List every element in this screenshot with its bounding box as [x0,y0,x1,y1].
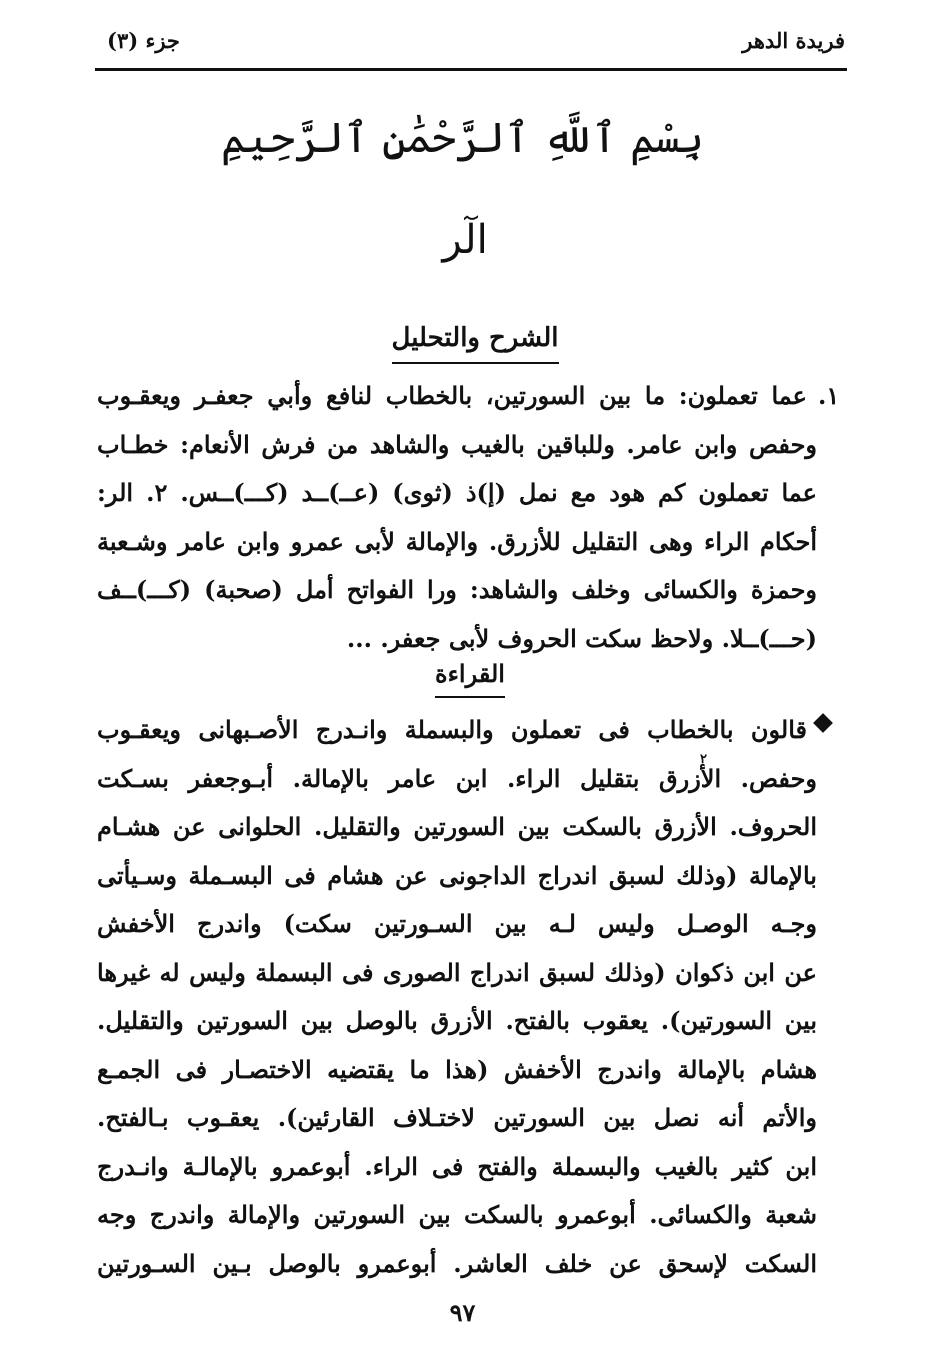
book-title: فريدة الدهر [742,28,845,53]
text-line: وحمزة والكسائى وخلف والشاهد: ورا الفواتح أمل (صحبة) (كـــ)ــف [97,575,817,604]
running-header [95,20,845,68]
commentary-paragraph [97,372,817,663]
page-number: ٩٧ [449,1298,476,1327]
surah-opening-letters: الٓر [442,217,488,263]
text-line: عما تعملون: ما بين السورتين، بالخطاب لنافع وأبي جعفـر ويعقـوب [97,381,807,410]
text-line: بالإمالة (وذلك لسبق اندراج الداجونى عن هشام فى البسـملة وسـيأتى [97,860,817,890]
text-line: هشام بالإمالة واندرج الأخفش (هذا ما يقتضيه الاختصـار فى الجمـع [97,1054,817,1084]
text-line: ابن كثير بالغيب والبسملة والفتح فى الراء. أبوعمرو بالإمالـة وانـدرج [97,1151,817,1181]
text-line: السكت لإسحق عن خلف العاشر. أبوعمرو بالوصل بـين السـورتين [97,1248,817,1278]
reading-paragraph [97,706,817,1288]
item-number: ١. [818,381,840,410]
part-label: جزء (٣) [107,28,180,53]
commentary-heading [330,318,620,364]
commentary-heading-text: الشرح والتحليل [392,318,559,364]
text-line: بين السورتين). يعقوب بالفتح. الأزرق بالوصل بين السورتين والتقليل. [97,1006,817,1035]
text-line: أحكام الراء وهى التقليل للأزرق. والإمالة لأبى عمرو وابن عامر وشـعبة [97,526,817,556]
text-line: قالون بالخطاب فى تعملون والبسملة وانـدرج الأصـبهانى ويعقـوب [97,715,807,744]
reading-heading-text: القراءة [435,656,505,698]
text-line: شعبة والكسائى. أبوعمرو بالسكت بين السورتين والإمالة واندرج وجه [97,1200,817,1229]
footnote-marker: ٢ [700,752,707,767]
text-line: وجـه الوصـل وليس لـه بين السـورتين سكت) واندرج الأخفش [97,909,817,938]
header-rule [95,68,847,71]
text-line: (حـــ)ــلا. ولاحظ سكت الحروف لأبى جعفر. ... [346,623,817,653]
text-line: عما تعملون كم هود مع نمل (إ)ذ (ثوى) (عــ)ــد (كـــ)ــس. ٢. الر: [97,478,817,507]
reading-heading [390,656,550,698]
text-line: الحروف. الأزرق بالسكت بين السورتين والتقليل. الحلوانى عن هشـام [97,812,817,841]
basmala: بِسْمِ ٱللَّهِ ٱلرَّحْمَٰنِ ٱلرَّحِيمِ [220,113,705,162]
text-line: وحفص. الأزرق بتقليل الراء. ابن عامر بالإمالة. أبـوجعفر بسـكت [97,763,817,793]
text-line: والأتم أنه نصل بين السورتين لاختـلاف القارئين). يعقـوب بـالفتح. [97,1103,817,1132]
text-line: عن ابن ذكوان (وذلك لسبق اندراج الصورى فى البسملة وليس له غيرها [97,957,817,987]
text-line: وحفص وابن عامر. وللباقين بالغيب والشاهد من فرش الأنعام: خطـاب [97,429,817,459]
